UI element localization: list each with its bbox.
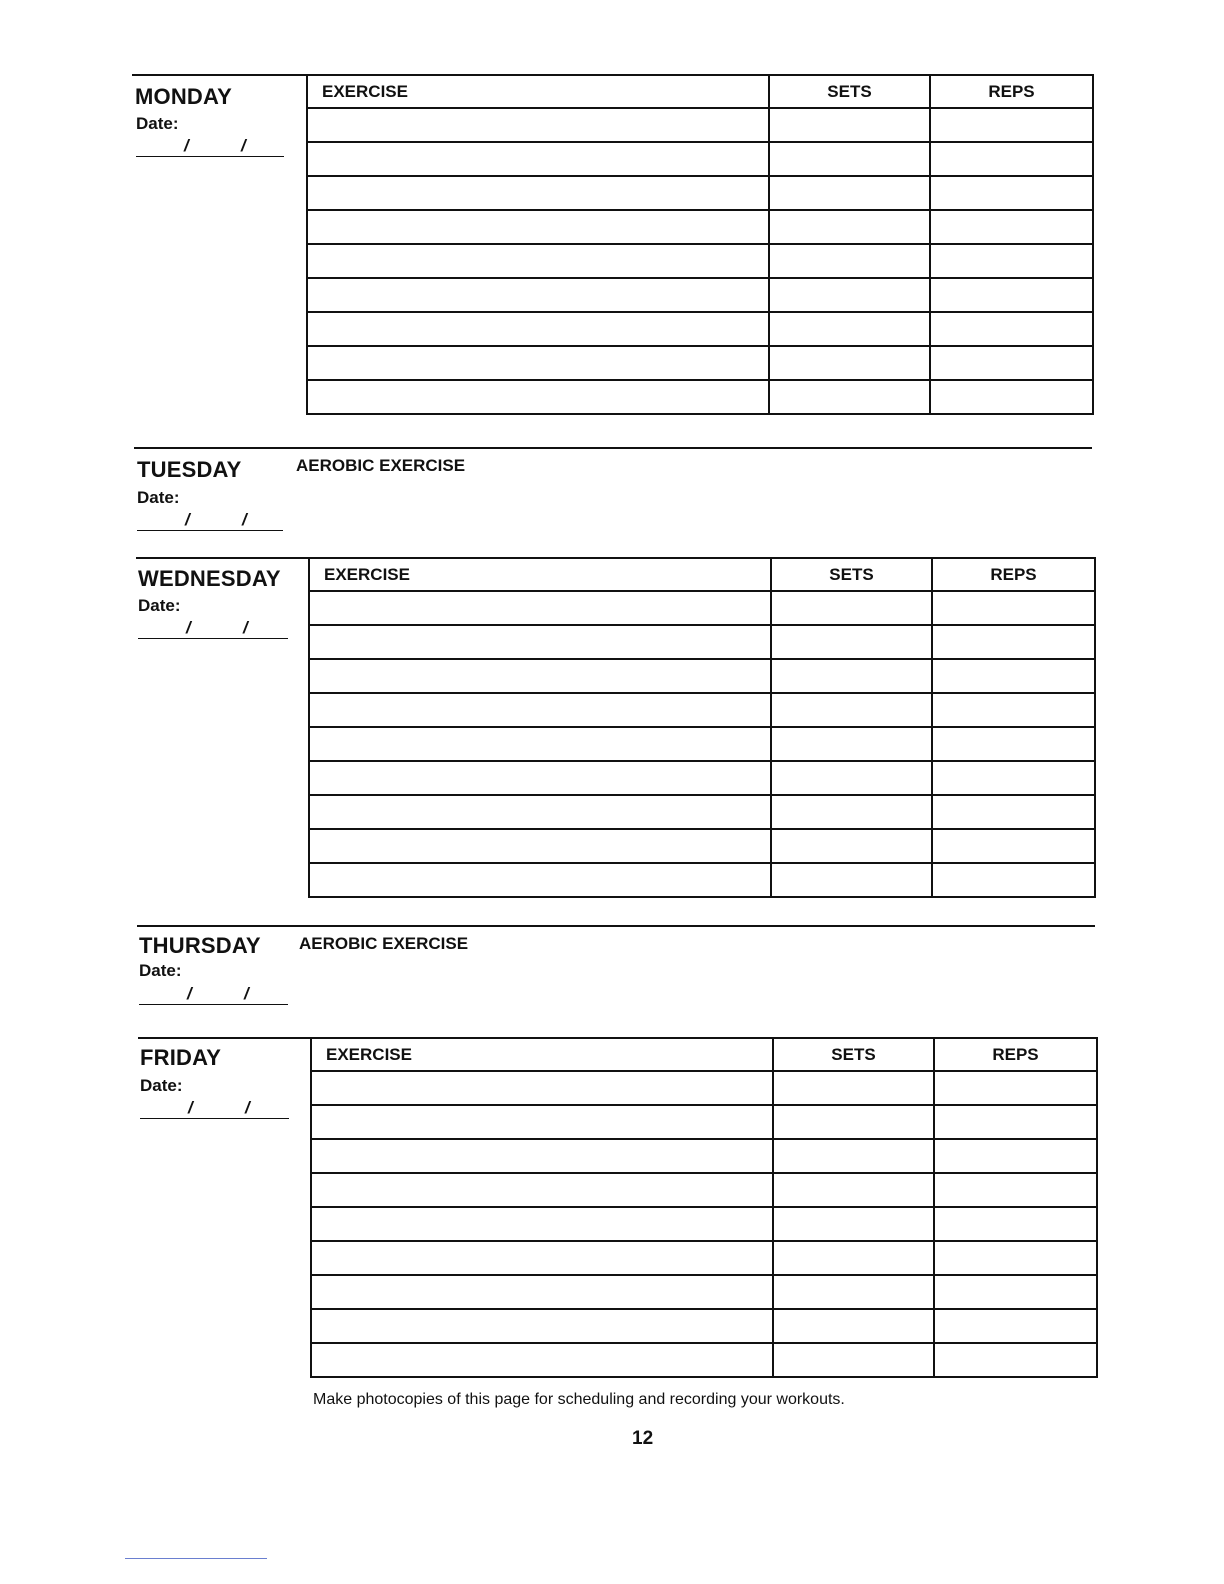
reps-column-header: REPS [930, 75, 1093, 108]
wednesday-date-field[interactable] [138, 616, 288, 639]
table-row [309, 693, 1095, 727]
table-row [307, 176, 1093, 210]
sets-cell[interactable] [769, 346, 930, 380]
table-row [307, 380, 1093, 414]
reps-cell[interactable] [934, 1071, 1097, 1105]
table-row [309, 591, 1095, 625]
exercise-cell[interactable] [307, 176, 769, 210]
sets-cell[interactable] [773, 1241, 934, 1275]
exercise-cell[interactable] [307, 312, 769, 346]
reps-cell[interactable] [932, 761, 1095, 795]
sets-column-header: SETS [769, 75, 930, 108]
exercise-cell[interactable] [311, 1207, 773, 1241]
exercise-cell[interactable] [307, 108, 769, 142]
tuesday-top-rule [134, 447, 1092, 449]
exercise-cell[interactable] [311, 1173, 773, 1207]
exercise-cell[interactable] [307, 380, 769, 414]
table-row [311, 1173, 1097, 1207]
reps-cell[interactable] [932, 829, 1095, 863]
sets-cell[interactable] [771, 659, 932, 693]
thursday-date-field[interactable] [139, 982, 288, 1005]
reps-cell[interactable] [934, 1275, 1097, 1309]
reps-cell[interactable] [930, 244, 1093, 278]
tuesday-date-field[interactable] [137, 508, 283, 531]
sets-cell[interactable] [769, 176, 930, 210]
reps-cell[interactable] [932, 625, 1095, 659]
tuesday-day-name: TUESDAY [137, 457, 242, 482]
wednesday-date-label: Date: [138, 596, 181, 615]
exercise-cell[interactable] [311, 1309, 773, 1343]
table-header-row [307, 75, 1093, 108]
monday-date-label: Date: [136, 114, 179, 133]
date-slash: / [244, 984, 249, 1003]
sets-cell[interactable] [773, 1275, 934, 1309]
sets-cell[interactable] [773, 1309, 934, 1343]
table-row [311, 1071, 1097, 1105]
table-row [309, 863, 1095, 897]
exercise-cell[interactable] [311, 1343, 773, 1377]
table-row [309, 829, 1095, 863]
thursday-top-rule [137, 925, 1095, 927]
reps-cell[interactable] [932, 727, 1095, 761]
date-slash: / [188, 1098, 193, 1117]
reps-cell[interactable] [930, 312, 1093, 346]
date-slash: / [243, 618, 248, 637]
tuesday-aerobic-label: AEROBIC EXERCISE [296, 456, 466, 475]
monday-day-name: MONDAY [135, 84, 232, 109]
reps-cell[interactable] [934, 1241, 1097, 1275]
table-row [309, 659, 1095, 693]
exercise-cell[interactable] [311, 1105, 773, 1139]
exercise-cell[interactable] [307, 278, 769, 312]
reps-cell[interactable] [934, 1139, 1097, 1173]
date-slash: / [242, 510, 247, 529]
table-row [307, 312, 1093, 346]
wednesday-day-name: WEDNESDAY [138, 566, 281, 591]
sets-cell[interactable] [771, 625, 932, 659]
exercise-cell[interactable] [311, 1241, 773, 1275]
reps-cell[interactable] [930, 108, 1093, 142]
sets-cell[interactable] [773, 1343, 934, 1377]
thursday-day-name: THURSDAY [139, 933, 261, 958]
table-row [311, 1309, 1097, 1343]
exercise-cell[interactable] [309, 727, 771, 761]
sets-cell[interactable] [771, 829, 932, 863]
date-slash: / [187, 984, 192, 1003]
exercise-cell[interactable] [307, 210, 769, 244]
exercise-cell[interactable] [309, 863, 771, 897]
reps-cell[interactable] [930, 380, 1093, 414]
table-row [311, 1275, 1097, 1309]
sets-cell[interactable] [773, 1207, 934, 1241]
date-slash: / [241, 136, 246, 155]
date-slash: / [186, 618, 191, 637]
exercise-cell[interactable] [311, 1139, 773, 1173]
photocopy-note: Make photocopies of this page for scheduling and recording your workouts. [313, 1391, 845, 1408]
sets-cell[interactable] [773, 1139, 934, 1173]
exercise-cell[interactable] [309, 625, 771, 659]
reps-cell[interactable] [934, 1105, 1097, 1139]
reps-cell[interactable] [932, 795, 1095, 829]
table-row [311, 1343, 1097, 1377]
reps-cell[interactable] [930, 142, 1093, 176]
sets-cell[interactable] [773, 1105, 934, 1139]
thursday-aerobic-label: AEROBIC EXERCISE [299, 934, 469, 953]
monday-exercise-table [306, 74, 1094, 415]
table-row [307, 210, 1093, 244]
exercise-cell[interactable] [309, 829, 771, 863]
table-row [307, 346, 1093, 380]
table-row [309, 625, 1095, 659]
monday-date-field[interactable] [136, 134, 284, 157]
sets-cell[interactable] [769, 142, 930, 176]
date-slash: / [245, 1098, 250, 1117]
reps-cell[interactable] [934, 1173, 1097, 1207]
reps-cell[interactable] [930, 210, 1093, 244]
friday-date-field[interactable] [140, 1096, 289, 1119]
sets-cell[interactable] [769, 108, 930, 142]
exercise-column-header: EXERCISE [307, 75, 769, 108]
table-row [309, 727, 1095, 761]
exercise-cell[interactable] [309, 591, 771, 625]
sets-cell[interactable] [773, 1173, 934, 1207]
table-row [309, 761, 1095, 795]
sets-cell[interactable] [769, 380, 930, 414]
sets-cell[interactable] [769, 210, 930, 244]
table-row [311, 1241, 1097, 1275]
date-slash: / [184, 136, 189, 155]
reps-cell[interactable] [932, 591, 1095, 625]
sets-cell[interactable] [771, 693, 932, 727]
table-row [311, 1139, 1097, 1173]
exercise-cell[interactable] [309, 659, 771, 693]
exercise-cell[interactable] [307, 244, 769, 278]
table-row [307, 244, 1093, 278]
reps-cell[interactable] [932, 863, 1095, 897]
reps-cell[interactable] [930, 278, 1093, 312]
table-row [311, 1207, 1097, 1241]
exercise-cell[interactable] [311, 1071, 773, 1105]
friday-day-name: FRIDAY [140, 1045, 222, 1070]
exercise-cell[interactable] [309, 761, 771, 795]
sets-cell[interactable] [769, 278, 930, 312]
table-row [309, 795, 1095, 829]
reps-cell[interactable] [930, 346, 1093, 380]
exercise-cell[interactable] [311, 1275, 773, 1309]
reps-cell[interactable] [932, 659, 1095, 693]
exercise-cell[interactable] [307, 346, 769, 380]
reps-cell[interactable] [930, 176, 1093, 210]
exercise-column-header: EXERCISE [309, 558, 771, 591]
reps-column-header: REPS [934, 1038, 1097, 1071]
friday-exercise-table [310, 1037, 1098, 1378]
sets-column-header: SETS [771, 558, 932, 591]
date-slash: / [185, 510, 190, 529]
table-header-row [311, 1038, 1097, 1071]
table-header-row [309, 558, 1095, 591]
exercise-cell[interactable] [309, 795, 771, 829]
footer-divider [125, 1558, 267, 1559]
sets-cell[interactable] [771, 591, 932, 625]
exercise-cell[interactable] [307, 142, 769, 176]
reps-cell[interactable] [934, 1309, 1097, 1343]
sets-cell[interactable] [771, 795, 932, 829]
sets-cell[interactable] [771, 863, 932, 897]
table-row [307, 278, 1093, 312]
friday-date-label: Date: [140, 1076, 183, 1095]
sets-cell[interactable] [771, 761, 932, 795]
page-number: 12 [632, 1428, 654, 1449]
sets-cell[interactable] [771, 727, 932, 761]
sets-cell[interactable] [769, 312, 930, 346]
table-row [311, 1105, 1097, 1139]
reps-cell[interactable] [932, 693, 1095, 727]
reps-column-header: REPS [932, 558, 1095, 591]
reps-cell[interactable] [934, 1343, 1097, 1377]
exercise-column-header: EXERCISE [311, 1038, 773, 1071]
sets-cell[interactable] [773, 1071, 934, 1105]
wednesday-exercise-table [308, 557, 1096, 898]
table-row [307, 142, 1093, 176]
table-row [307, 108, 1093, 142]
sets-column-header: SETS [773, 1038, 934, 1071]
exercise-cell[interactable] [309, 693, 771, 727]
reps-cell[interactable] [934, 1207, 1097, 1241]
tuesday-date-label: Date: [137, 488, 180, 507]
thursday-date-label: Date: [139, 961, 182, 980]
sets-cell[interactable] [769, 244, 930, 278]
